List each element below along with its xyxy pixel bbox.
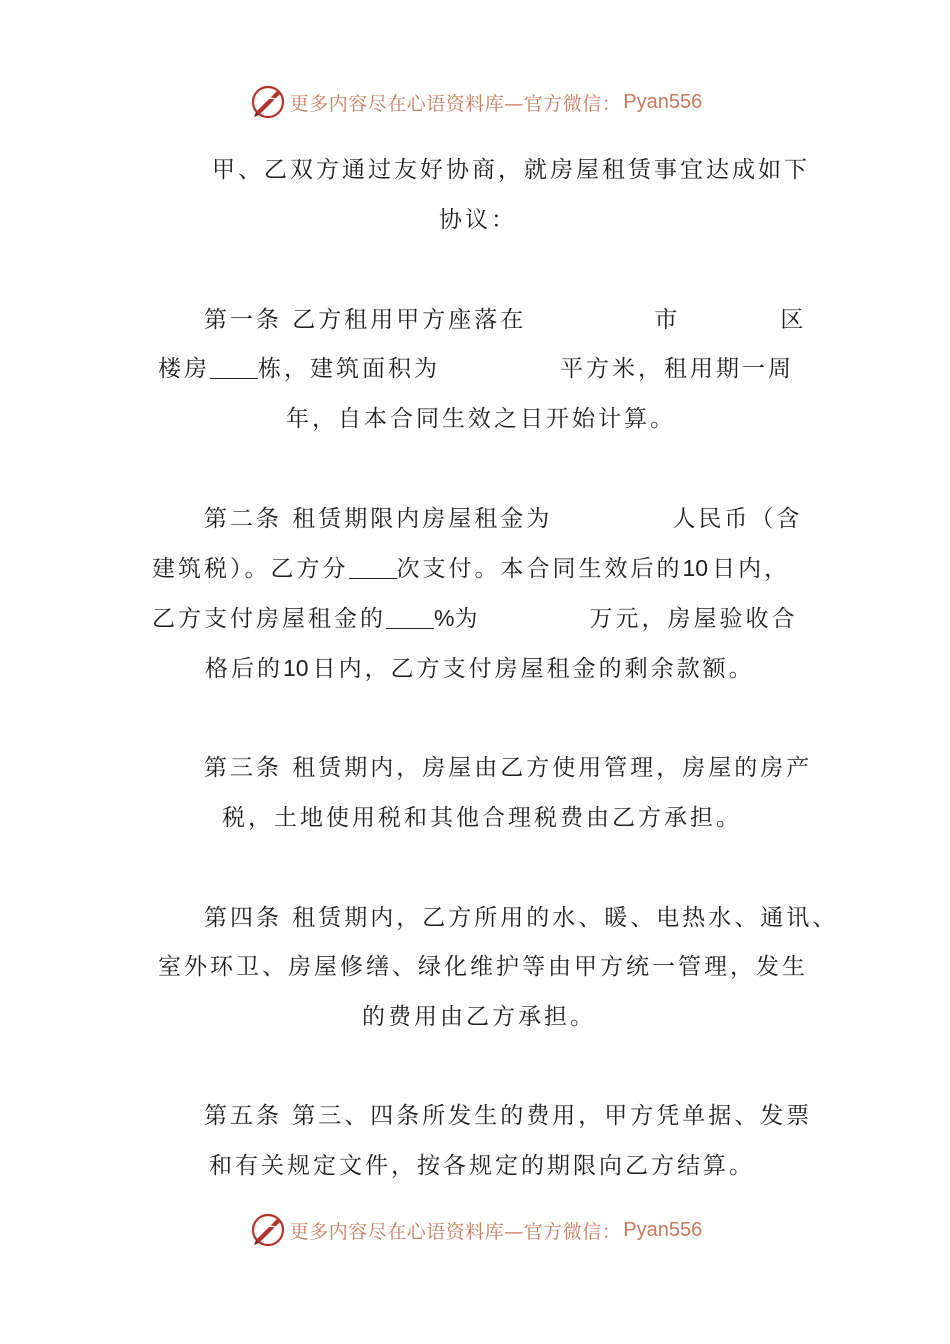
header-watermark: [0, 80, 950, 124]
article-2-line-4: 格后的10 日内，乙方支付房屋租金的剩余款额。: [205, 655, 755, 682]
article-1-heading: 第一条 乙方租用甲方座落在: [204, 307, 527, 333]
watermark-wechat-id: Pyan556: [623, 1218, 703, 1241]
watermark-text: 更多内容尽在心语资料库—官方微信：: [289, 92, 622, 115]
watermark-text: 更多内容尽在心语资料库—官方微信：: [289, 1220, 622, 1243]
article-2-line-1: 第二条 租赁期限内房屋租金为 人民币（含: [204, 506, 803, 532]
intro-line-1: 甲、乙双方通过友好协商，就房屋租赁事宜达成如下: [212, 157, 810, 183]
article-5-line-1: 第五条 第三、四条所发生的费用，甲方凭单据、发票: [204, 1103, 813, 1129]
percent-blank: [386, 606, 434, 629]
pen-logo-icon: [248, 82, 288, 122]
article-4-line-3: 的费用由乙方承担。: [362, 1004, 596, 1030]
article-1-line-1: [204, 305, 806, 335]
article-2-heading: 第二条 租赁期限内房屋租金为: [204, 506, 553, 532]
article-3-line-2: 税，土地使用税和其他合理税费由乙方承担。: [222, 805, 742, 831]
article-4-line-2: 室外环卫、房屋修缮、绿化维护等由甲方统一管理，发生: [158, 954, 808, 980]
district-label: 区: [780, 307, 807, 333]
article-2-line-3: 乙方支付房屋租金的 %为 万元，房屋验收合: [152, 605, 798, 632]
article-1-line-3: 年，自本合同生效之日开始计算。: [286, 406, 676, 432]
article-4-line-1: 第四条 租赁期内，乙方所用的水、暖、电热水、通讯、: [204, 905, 839, 931]
article-2-line-2: 建筑税）。乙方分 次支付。本合同生效后的10 日内，: [152, 555, 791, 582]
intro-line-2: 协议：: [439, 207, 517, 233]
building-number-blank: [210, 356, 258, 379]
city-label: 市: [654, 307, 681, 333]
article-3-line-1: 第三条 租赁期内，房屋由乙方使用管理，房屋的房产: [204, 755, 813, 781]
article-5-line-2: 和有关规定文件，按各规定的期限向乙方结算。: [209, 1153, 755, 1179]
pen-logo-icon: [248, 1210, 288, 1250]
article-1-line-2: 楼房 栋，建筑面积为 平方米，租用期一周: [158, 356, 794, 382]
watermark-wechat-id: Pyan556: [623, 90, 703, 113]
payment-count-blank: [349, 556, 397, 579]
footer-watermark: [0, 1208, 950, 1252]
